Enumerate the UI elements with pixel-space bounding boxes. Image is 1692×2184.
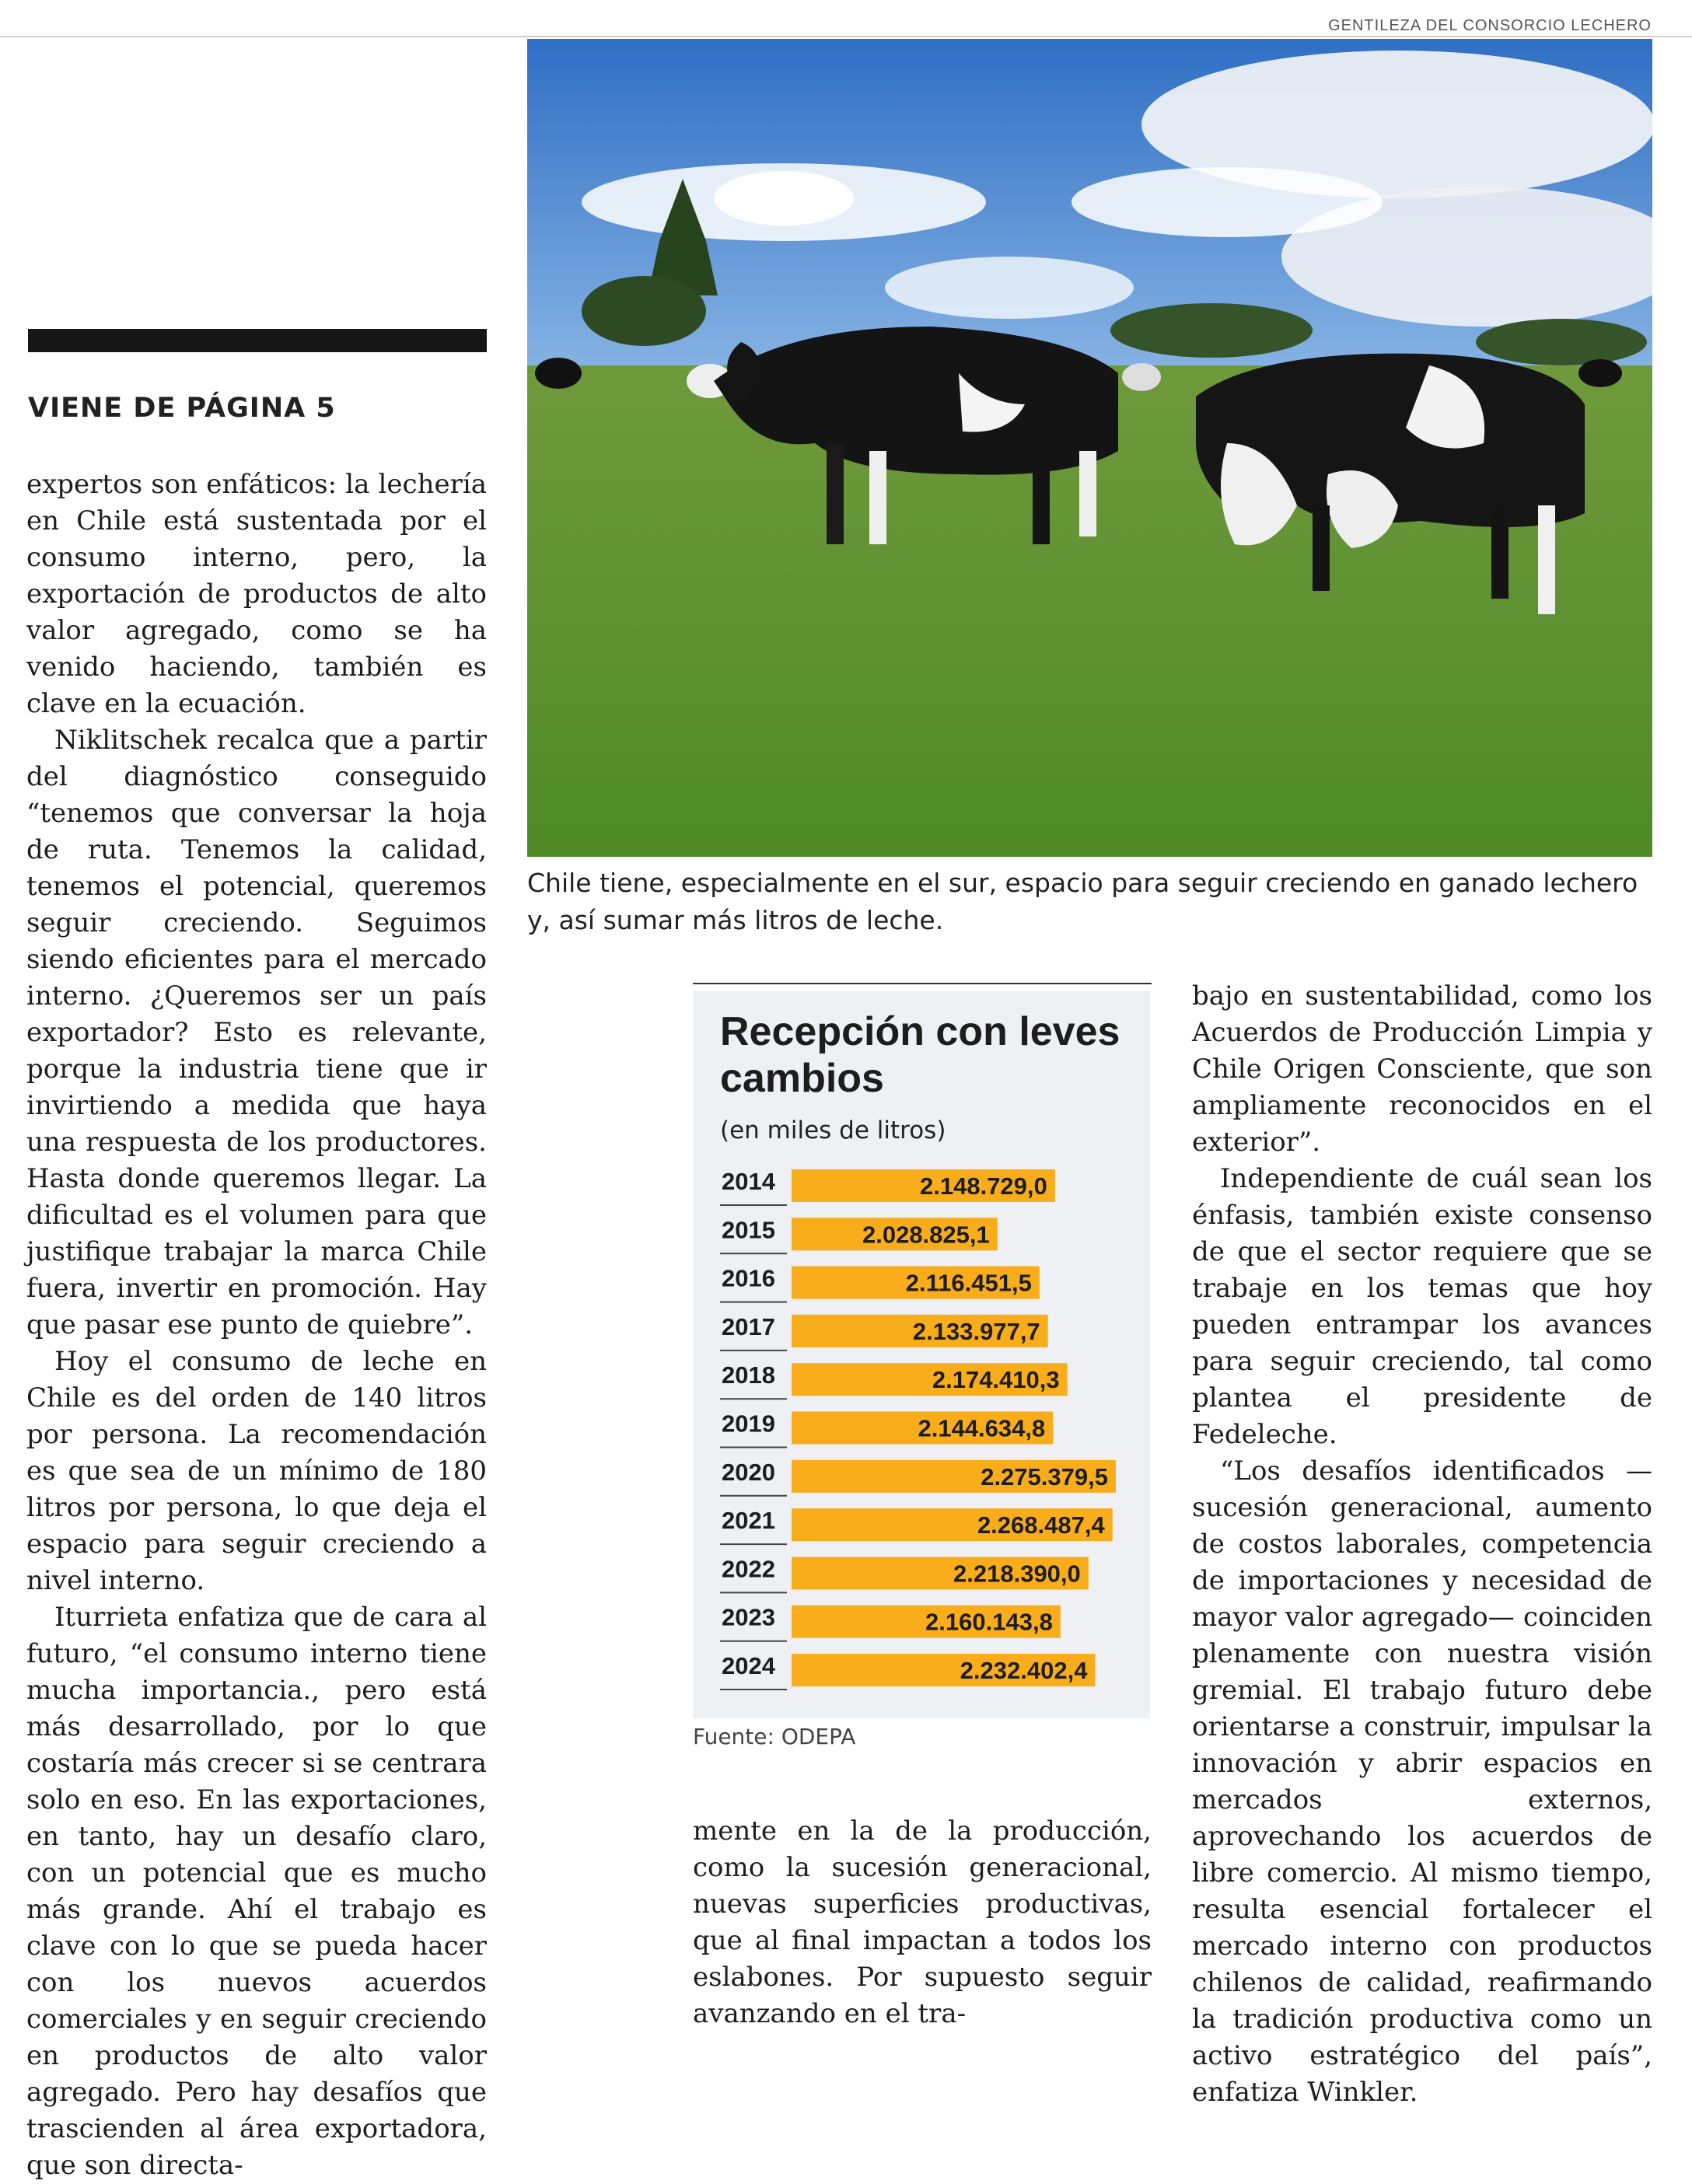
bar-year-label: 2014 [722,1168,775,1195]
bar-year-label: 2016 [722,1264,775,1292]
bar-value-label: 2.218.390,0 [953,1560,1081,1588]
paragraph: Niklitschek recalca que a partir del diagnóstico conseguido “tenemos que conversar la hoja de ruta. Tenemos la calidad, tenemos el potencial, queremos seguir creciendo. Seguimos siendo eficientes para el mercado interno. ¿Queremos ser un país exportador? Esto es relevante, porque la industria tiene que ir invirtiendo a medida que haya una respuesta de los productores. Hasta donde queremos llegar. La dificultad es el volumen para que justifique trabajar la marca Chile fuera, invertir en promoción. Hay que pasar ese punto de quiebre”. [26,725,487,1340]
paragraph: Iturrieta enfatiza que de cara al futuro, “el consumo interno tiene mucha importancia., pero está más desarrollado, por lo que costaría más crecer si se centrara solo en eso. En las exportaciones, en tanto, hay un desafío claro, con un potencial que es mucho más grande. Ahí el trabajo es clave con lo que se pueda hacer con los nuevos acuerdos comerciales y en seguir creciendo en productos de alto valor agregado. Pero hay desafíos que trascienden al área exportadora, que son directa- [26,1602,487,2181]
bar-year-label: 2022 [722,1555,775,1583]
bar-value-label: 2.148.729,0 [920,1172,1047,1200]
bar-value-label: 2.160.143,8 [925,1608,1053,1636]
bar-value-label: 2.268.487,4 [977,1511,1105,1539]
cows-photo [527,39,1652,857]
cows-illustration [527,39,1652,857]
article-column-3 [1192,978,1652,2111]
bar-year-label: 2017 [722,1312,775,1340]
article-column-1 [26,467,487,2184]
paragraph: expertos son enfáticos: la lechería en Chile está sustentada por el consumo interno, pero, la exportación de productos de alto valor agregado, como se ha venido haciendo, también es clave en la ecuación. [26,469,487,719]
bar-year-label: 2019 [722,1410,775,1438]
paragraph: Hoy el consumo de leche en Chile es del orden de 140 litros por persona. La recomendación es que sea de un mínimo de 180 litros por persona, lo que deja el espacio para seguir creciendo a nivel interno. [26,1346,487,1596]
bar-year-label: 2021 [722,1507,775,1535]
bar-value-label: 2.144.634,8 [918,1414,1046,1442]
bar-year-label: 2020 [722,1458,775,1486]
section-bar [28,329,487,352]
paragraph: Independiente de cuál sean los énfasis, también existe consenso de que el sector requiere que se trabaje en los temas que hoy pueden entrampar los avances para seguir creciendo, tal como plantea el presidente de Fedeleche. [1192,1163,1652,1450]
bar-year-label: 2023 [722,1603,775,1631]
bar-value-label: 2.232.402,4 [960,1657,1088,1684]
bar-year-label: 2018 [722,1361,775,1389]
photo-credit: GENTILEZA DEL CONSORCIO LECHERO [1328,17,1652,34]
bar-year-label: 2024 [722,1652,775,1679]
article-column-2 [693,1813,1152,2032]
continued-from: VIENE DE PÁGINA 5 [28,393,336,424]
paragraph: “Los desafíos identificados —sucesión generacional, aumento de costos laborales, competencia de importaciones y necesidad de mayor valor agregado— coinciden plenamente con nuestra visión gremial. El trabajo futuro debe orientarse a construir, impulsar la innovación y abrir espacios en mercados externos, aprovechando los acuerdos de libre comercio. Al mismo tiempo, resulta esencial fortalecer el mercado interno con productos chilenos de calidad, reafirmando la tradición productiva como un activo estratégico del país”, enfatiza Winkler. [1192,1455,1652,2108]
bar-value-label: 2.275.379,5 [981,1462,1108,1490]
bar-value-label: 2.174.410,3 [932,1366,1060,1394]
infographic-rule [693,983,1152,984]
bar-value-label: 2.028.825,1 [862,1221,990,1249]
bar-value-label: 2.133.977,7 [912,1317,1040,1345]
bar-value-label: 2.116.451,5 [905,1269,1032,1297]
paragraph: bajo en sustentabilidad, como los Acuerdos de Producción Limpia y Chile Origen Consciente, que son ampliamente reconocidos en el exterior”. [1192,980,1652,1158]
paragraph: mente en la de la producción, como la sucesión generacional, nuevas superficies productivas, que al final impactan a todos los eslabones. Por supuesto seguir avanzando en el tra- [693,1815,1152,2029]
infographic-title: Recepción con leves cambios [720,1009,1120,1101]
reception-bar-chart [720,1163,1124,1707]
bar-year-label: 2015 [722,1216,775,1244]
infographic-source: Fuente: ODEPA [693,1724,856,1749]
infographic-subtitle: (en miles de litros) [720,1116,946,1144]
top-rule [0,36,1692,37]
photo-caption: Chile tiene, especialmente en el sur, espacio para seguir creciendo en ganado lechero y, así sumar más litros de leche. [527,868,1638,935]
